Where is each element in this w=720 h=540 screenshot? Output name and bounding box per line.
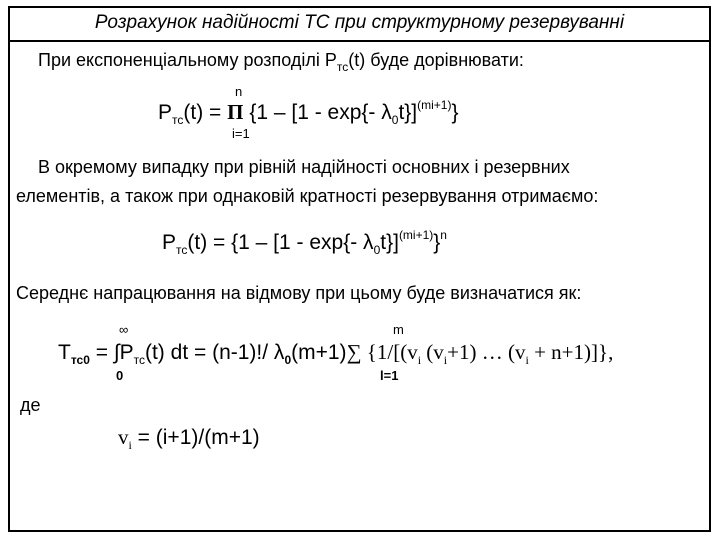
sum-lower-limit: l=1 [380,368,399,383]
product-symbol: П [227,100,244,124]
integral-upper-limit: ∞ [119,322,129,337]
formula-v-i: $v_i = (i+1)/(m+1)$ [118,425,260,452]
paragraph-mtbf: Середнє напрацювання на відмову при цьому буде визначатися як: [16,283,582,303]
integral-lower-limit: 0 [116,368,124,383]
paragraph-equal-reliability-2: елементів, а також при однаковій кратності резервування отримаємо: [16,186,599,206]
where-label: де [20,395,41,415]
product-upper-limit: n [235,84,243,99]
intro-text: При експоненціальному розподілі $P_{тс}(t)$ буде дорівнювати: [38,50,524,74]
sum-upper-limit: m [393,322,404,337]
product-lower-limit: i=1 [232,126,250,141]
slide-title: Розрахунок надійності ТС при структурному резервуванні [8,6,711,42]
paragraph-equal-reliability-1: В окремому випадку при рівній надійності основних і резервних [38,157,570,177]
formula-mtbf: $T_{тс0} = \int P_{тс}(t)$ dt = (n-1)!/ $\lambda_0(m+1)\sum$ {$1/[(v_i$ $(v_i+1)$ … $(v_i + n+1)$]}, [58,340,614,367]
formula-reliability-equal: $P_{тс}(t) = \{1 - [1 - \exp\{-$ $\lambda_0t\}]^{(mi+1)}\}^n$ [162,228,447,257]
formula-reliability-general: $P_{тс}(t) = П$ {1 – [1 - exp{- $\lambda_0t\}]^{(mi+1)}$} [158,98,459,127]
slide-frame [8,6,711,532]
sum-symbol: ∑ [346,340,362,364]
